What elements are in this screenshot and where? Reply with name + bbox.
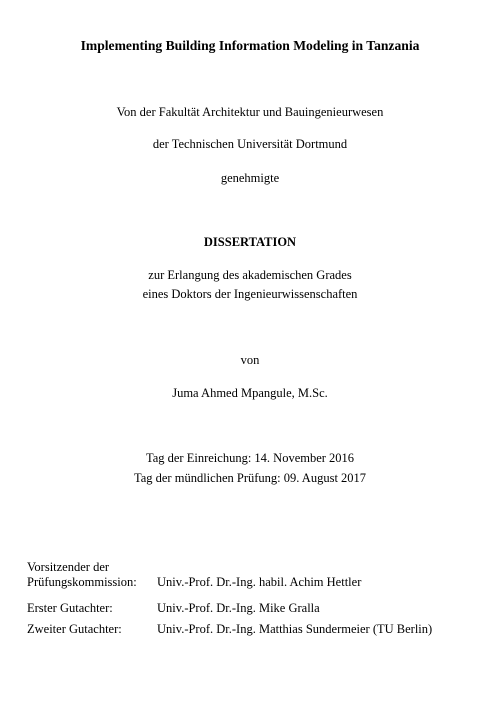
chair-label-2: Prüfungskommission: bbox=[27, 575, 137, 589]
second-reviewer-name: Univ.-Prof. Dr.-Ing. Matthias Sundermeier (TU Berlin) bbox=[157, 622, 433, 636]
by-word: von bbox=[240, 353, 260, 367]
document-title: Implementing Building Information Modeling in Tanzania bbox=[80, 38, 420, 53]
chair-name: Univ.-Prof. Dr.-Ing. habil. Achim Hettler bbox=[157, 575, 362, 589]
chair-label-1: Vorsitzender der bbox=[27, 560, 110, 574]
first-reviewer-name: Univ.-Prof. Dr.-Ing. Mike Gralla bbox=[157, 601, 320, 615]
approved-line: genehmigte bbox=[220, 171, 280, 185]
submission-date: Tag der Einreichung: 14. November 2016 bbox=[145, 451, 355, 465]
examination-committee bbox=[27, 560, 487, 640]
second-reviewer-label: Zweiter Gutachter: bbox=[27, 622, 122, 636]
oral-exam-date: Tag der mündlichen Prüfung: 09. August 2017 bbox=[133, 471, 367, 485]
author-name: Juma Ahmed Mpangule, M.Sc. bbox=[172, 386, 328, 400]
first-reviewer-label: Erster Gutachter: bbox=[27, 601, 113, 615]
faculty-line: Von der Fakultät Architektur und Bauingenieurwesen bbox=[116, 105, 384, 119]
degree-line-1: zur Erlangung des akademischen Grades bbox=[148, 268, 352, 282]
university-line: der Technischen Universität Dortmund bbox=[152, 137, 348, 151]
document-type: DISSERTATION bbox=[203, 235, 297, 249]
degree-line-2: eines Doktors der Ingenieurwissenschaften bbox=[142, 287, 358, 301]
